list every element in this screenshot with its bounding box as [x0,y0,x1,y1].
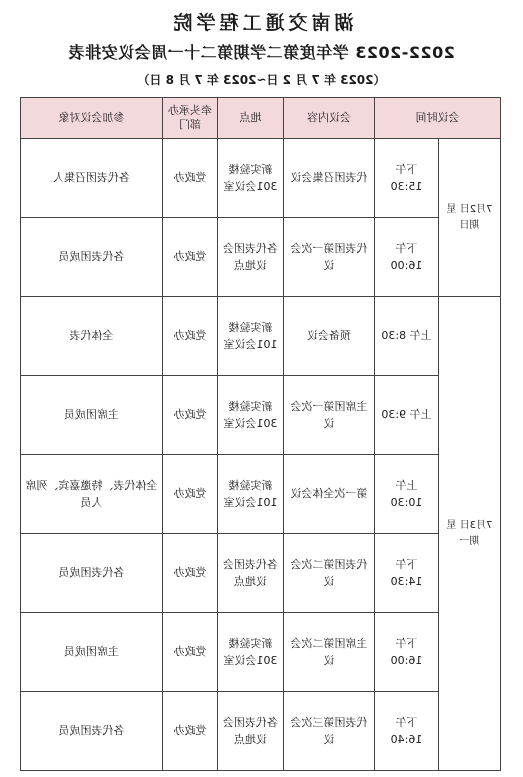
header-place: 地点 [218,98,284,139]
attendees-cell: 各代表团成员 [21,218,163,297]
content-cell: 主席团第二次会议 [284,613,375,692]
content-cell: 预备会议 [284,297,375,376]
content-cell: 代表团第三次会议 [284,692,375,771]
table-row [21,534,501,613]
place-cell: 各代表团会议地点 [218,218,284,297]
place-cell: 各代表团会议地点 [218,534,284,613]
time-cell: 上午 10:30 [375,455,439,534]
place-cell: 新实验楼301会议室 [218,613,284,692]
dept-cell: 党政办 [163,534,218,613]
content-cell: 代表团第一次会议 [284,218,375,297]
date-cell: 7月2日 星期日 [439,139,501,297]
attendees-cell: 各代表团成员 [21,534,163,613]
header-content: 会议内容 [284,98,375,139]
table-row [21,218,501,297]
place-cell: 新实验楼101会议室 [218,297,284,376]
place-cell: 新实验楼101会议室 [218,455,284,534]
content-cell: 代表团第二次会议 [284,534,375,613]
document-title: 2022-2023 学年度第二学期第二十一周会议安排表 [68,43,455,62]
time-cell: 下午 16:40 [375,692,439,771]
place-cell: 新实验楼301会议室 [218,376,284,455]
time-cell: 上午 8:30 [375,297,439,376]
dept-cell: 党政办 [163,613,218,692]
table-row [21,297,501,376]
time-cell: 下午 15:30 [375,139,439,218]
content-cell: 代表团召集会议 [284,139,375,218]
content-cell: 主席团第一次会议 [284,376,375,455]
meeting-schedule-table [20,97,501,771]
table-header-row [21,98,501,139]
attendees-cell: 各代表团召集人 [21,139,163,218]
time-cell: 下午 14:30 [375,534,439,613]
time-cell: 下午 16:00 [375,218,439,297]
time-cell: 上午 9:30 [375,376,439,455]
place-cell: 各代表团会议地点 [218,692,284,771]
header-dept: 牵头承办部门 [163,98,218,139]
date-cell: 7月3日 星期一 [439,297,501,771]
header-attendees: 参加会议对象 [21,98,163,139]
place-cell: 新实验楼301会议室 [218,139,284,218]
date-range: （2023 年 7 月 2 日~2023 年 7 月 8 日） [137,73,386,87]
attendees-cell: 各代表团成员 [21,692,163,771]
attendees-cell: 全体代表、特邀嘉宾、列席人员 [21,455,163,534]
school-name: 湖南交通工程学院 [169,12,354,34]
attendees-cell: 全体代表 [21,297,163,376]
dept-cell: 党政办 [163,376,218,455]
table-row [21,692,501,771]
dept-cell: 党政办 [163,218,218,297]
dept-cell: 党政办 [163,139,218,218]
dept-cell: 党政办 [163,297,218,376]
table-row [21,139,501,218]
attendees-cell: 主席团成员 [21,613,163,692]
time-cell: 下午 16:00 [375,613,439,692]
header-time: 会议时间 [375,98,501,139]
table-row [21,613,501,692]
content-cell: 第一次全体会议 [284,455,375,534]
table-row [21,376,501,455]
table-row [21,455,501,534]
attendees-cell: 主席团成员 [21,376,163,455]
dept-cell: 党政办 [163,692,218,771]
dept-cell: 党政办 [163,455,218,534]
